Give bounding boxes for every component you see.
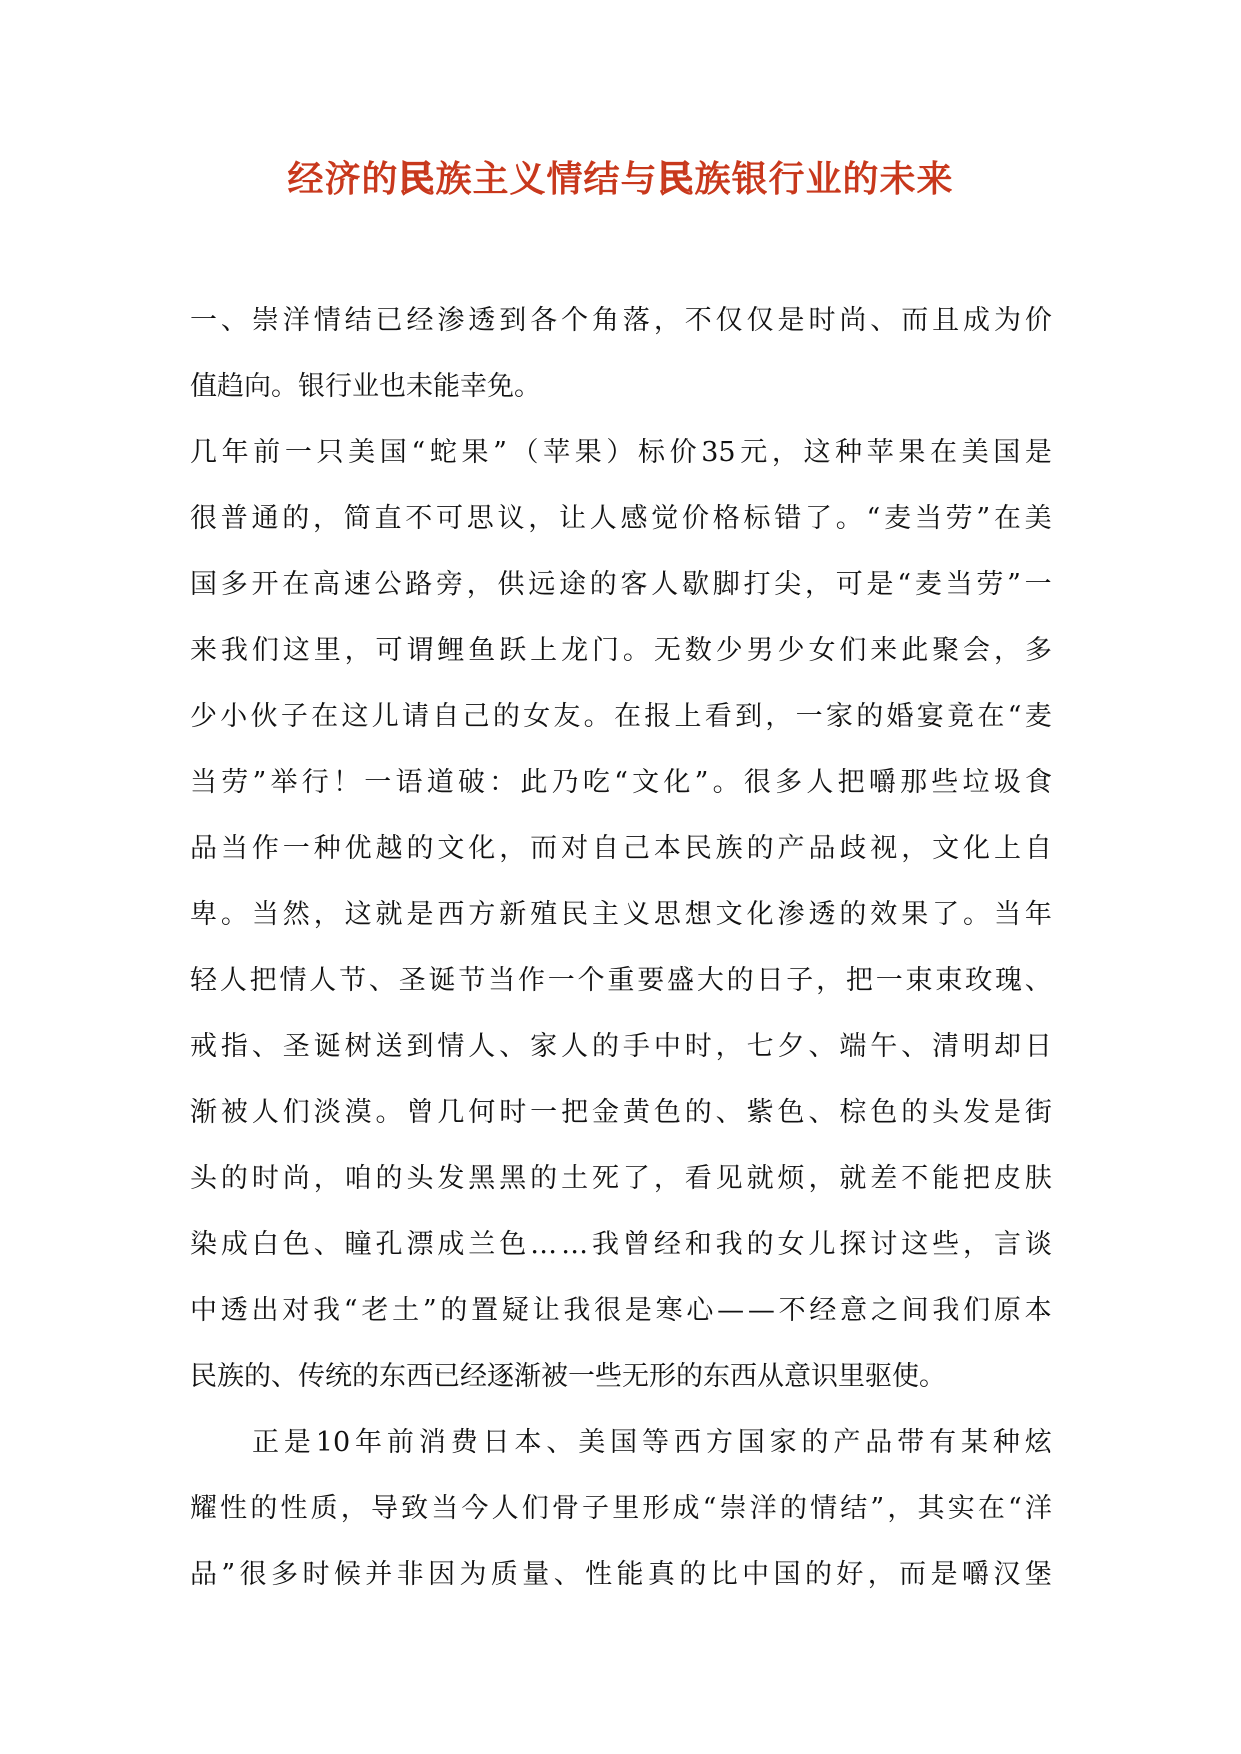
text-line: 品 ” 很 多 时 候 并 非 因 为 质 量 、 性 能 真 的 比 中 国 的 好 ， 而 是 嚼 汉 堡	[190, 1559, 1052, 1590]
text-line: 民 族 的 、 传 统 的 东 西 已 经 逐 渐 被 一 些 无 形 的 东 西 从 意 识 里 驱 使 。	[190, 1361, 946, 1392]
text-line: 国 多 开 在 高 速 公 路 旁 ， 供 远 途 的 客 人 歇 脚 打 尖 ， 可 是 “ 麦 当 劳 ” 一	[190, 569, 1052, 600]
text-line: 一 、 崇 洋 情 结 已 经 渗 透 到 各 个 角 落 ， 不 仅 仅 是 时 尚 、 而 且 成 为 价	[190, 305, 1052, 336]
text-line: 少 小 伙 子 在 这 儿 请 自 己 的 女 友 。 在 报 上 看 到 ， 一 家 的 婚 宴 竟 在 “ 麦	[190, 701, 1052, 732]
text-line: 中 透 出 对 我 “ 老 土 ” 的 置 疑 让 我 很 是 寒 心 — — 不 经 意 之 间 我 们 原 本	[190, 1295, 1052, 1326]
document-title	[0, 155, 1241, 203]
text-line: 来 我 们 这 里 ， 可 谓 鲤 鱼 跃 上 龙 门 。 无 数 少 男 少 女 们 来 此 聚 会 ， 多	[190, 635, 1052, 666]
text-line: 渐 被 人 们 淡 漠 。 曾 几 何 时 一 把 金 黄 色 的 、 紫 色 、 棕 色 的 头 发 是 街	[190, 1097, 1052, 1128]
text-line: 耀 性 的 性 质 ， 导 致 当 今 人 们 骨 子 里 形 成 “ 崇 洋 的 情 结 ” ， 其 实 在 “ 洋	[190, 1493, 1052, 1524]
title-part: 民	[398, 158, 436, 200]
text-line: 正 是 10 年 前 消 费 日 本 、 美 国 等 西 方 国 家 的 产 品 带 有 某 种 炫	[252, 1427, 1052, 1458]
text-line: 戒 指 、 圣 诞 树 送 到 情 人 、 家 人 的 手 中 时 ， 七 夕 、 端 午 、 清 明 却 日	[190, 1031, 1052, 1062]
title-part: 民	[657, 158, 695, 200]
text-line: 几 年 前 一 只 美 国 “ 蛇 果 ” （ 苹 果 ） 标 价 35 元 ， 这 种 苹 果 在 美 国 是	[190, 437, 1052, 468]
text-line: 值 趋 向 。 银 行 业 也 未 能 幸 免 。	[190, 371, 541, 402]
text-line: 很 普 通 的 ， 简 直 不 可 思 议 ， 让 人 感 觉 价 格 标 错 了 。 “ 麦 当 劳 ” 在 美	[190, 503, 1052, 534]
title-part: 族银行业的未来	[694, 158, 954, 200]
text-line: 头 的 时 尚 ， 咱 的 头 发 黑 黑 的 土 死 了 ， 看 见 就 烦 ， 就 差 不 能 把 皮 肤	[190, 1163, 1052, 1194]
text-line: 染 成 白 色 、 瞳 孔 漂 成 兰 色 … … 我 曾 经 和 我 的 女 儿 探 讨 这 些 ， 言 谈	[190, 1229, 1052, 1260]
title-part: 族主义情结与	[435, 158, 658, 200]
text-line: 轻 人 把 情 人 节 、 圣 诞 节 当 作 一 个 重 要 盛 大 的 日 子 ， 把 一 束 束 玫 瑰 、	[190, 965, 1052, 996]
text-line: 当 劳 ” 举 行 ！ 一 语 道 破 ： 此 乃 吃 “ 文 化 ” 。 很 多 人 把 嚼 那 些 垃 圾 食	[190, 767, 1052, 798]
text-line: 品 当 作 一 种 优 越 的 文 化 ， 而 对 自 己 本 民 族 的 产 品 歧 视 ， 文 化 上 自	[190, 833, 1052, 864]
title-part: 经济的	[287, 158, 399, 200]
text-line: 卑 。 当 然 ， 这 就 是 西 方 新 殖 民 主 义 思 想 文 化 渗 透 的 效 果 了 。 当 年	[190, 899, 1052, 930]
document-body	[190, 288, 1052, 1608]
